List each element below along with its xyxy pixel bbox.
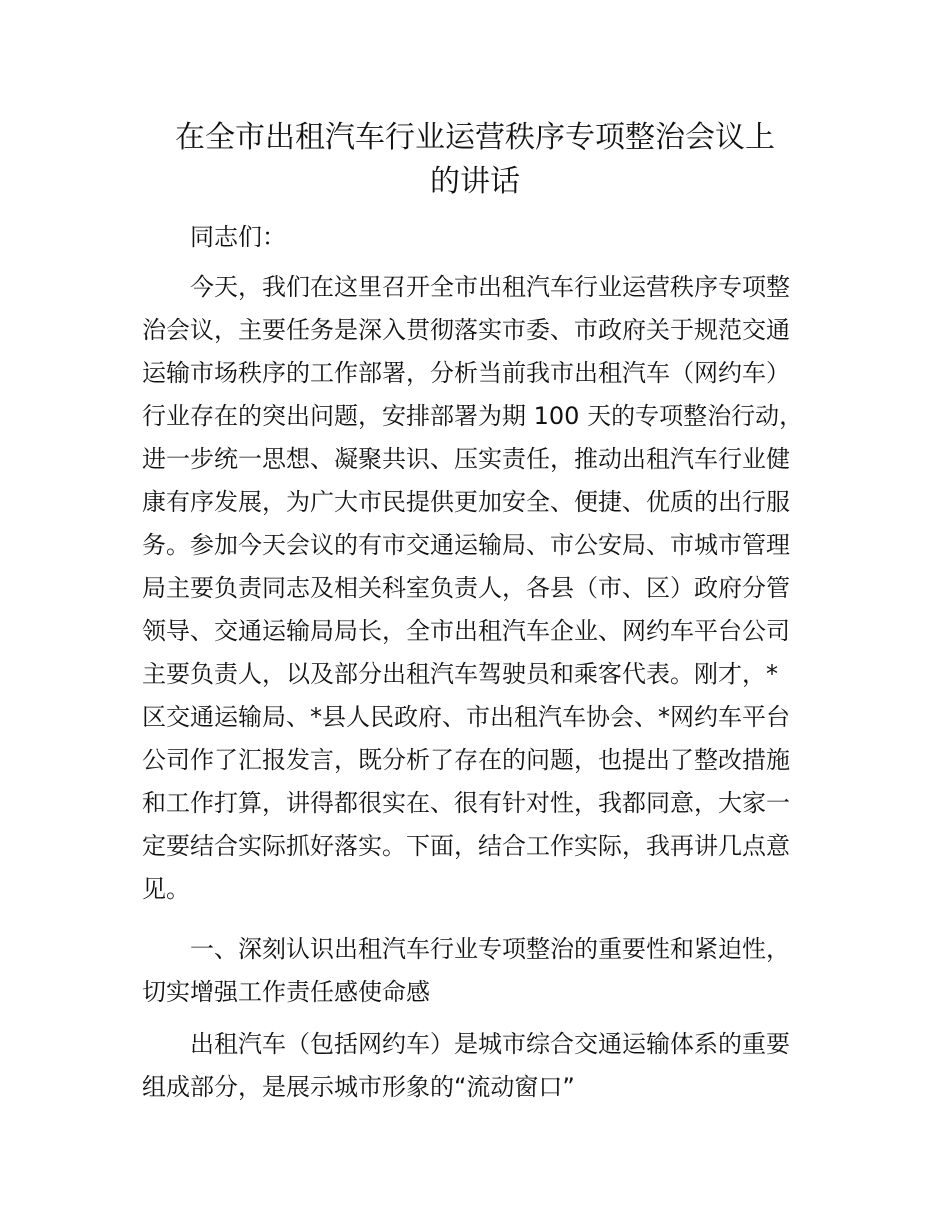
- paragraph-line: 进一步统一思想、凝聚共识、压实责任，推动出租汽车行业健: [142, 445, 790, 473]
- paragraph-line: 和工作打算，讲得都很实在、很有针对性，我都同意，大家一: [142, 789, 790, 817]
- paragraph-line: 组成部分，是展示城市形象的“流动窗口”: [142, 1073, 575, 1101]
- paragraph-line: 运输市场秩序的工作部署，分析当前我市出租汽车（网约车）: [142, 359, 790, 387]
- paragraph-line: 康有序发展，为广大市民提供更加安全、便捷、优质的出行服: [142, 488, 790, 516]
- heading-line: 切实增强工作责任感使命感: [142, 978, 430, 1006]
- paragraph-line: 务。参加今天会议的有市交通运输局、市公安局、市城市管理: [142, 531, 790, 559]
- document-title-line-2: 的讲话: [430, 164, 520, 199]
- paragraph-line: 主要负责人，以及部分出租汽车驾驶员和乘客代表。刚才，*: [142, 660, 778, 688]
- paragraph-line: 出租汽车（包括网约车）是城市综合交通运输体系的重要: [190, 1030, 790, 1058]
- paragraph-line: 局主要负责同志及相关科室负责人，各县（市、区）政府分管: [142, 574, 790, 602]
- paragraph-line: 治会议，主要任务是深入贯彻落实市委、市政府关于规范交通: [142, 316, 790, 344]
- heading-line: 一、深刻认识出租汽车行业专项整治的重要性和紧迫性，: [190, 935, 790, 963]
- document-title-line-1: 在全市出租汽车行业运营秩序专项整治会议上: [175, 120, 775, 155]
- paragraph-line: 见。: [142, 875, 190, 903]
- paragraph-line: 区交通运输局、*县人民政府、市出租汽车协会、*网约车平台: [142, 703, 790, 731]
- paragraph-line: 行业存在的突出问题，安排部署为期 100 天的专项整治行动，: [142, 402, 804, 430]
- paragraph-line: 定要结合实际抓好落实。下面，结合工作实际，我再讲几点意: [142, 832, 790, 860]
- greeting: 同志们：: [190, 223, 286, 251]
- paragraph-line: 公司作了汇报发言，既分析了存在的问题，也提出了整改措施: [142, 746, 790, 774]
- paragraph-line: 领导、交通运输局局长，全市出租汽车企业、网约车平台公司: [142, 617, 790, 645]
- paragraph-line: 今天，我们在这里召开全市出租汽车行业运营秩序专项整: [190, 273, 790, 301]
